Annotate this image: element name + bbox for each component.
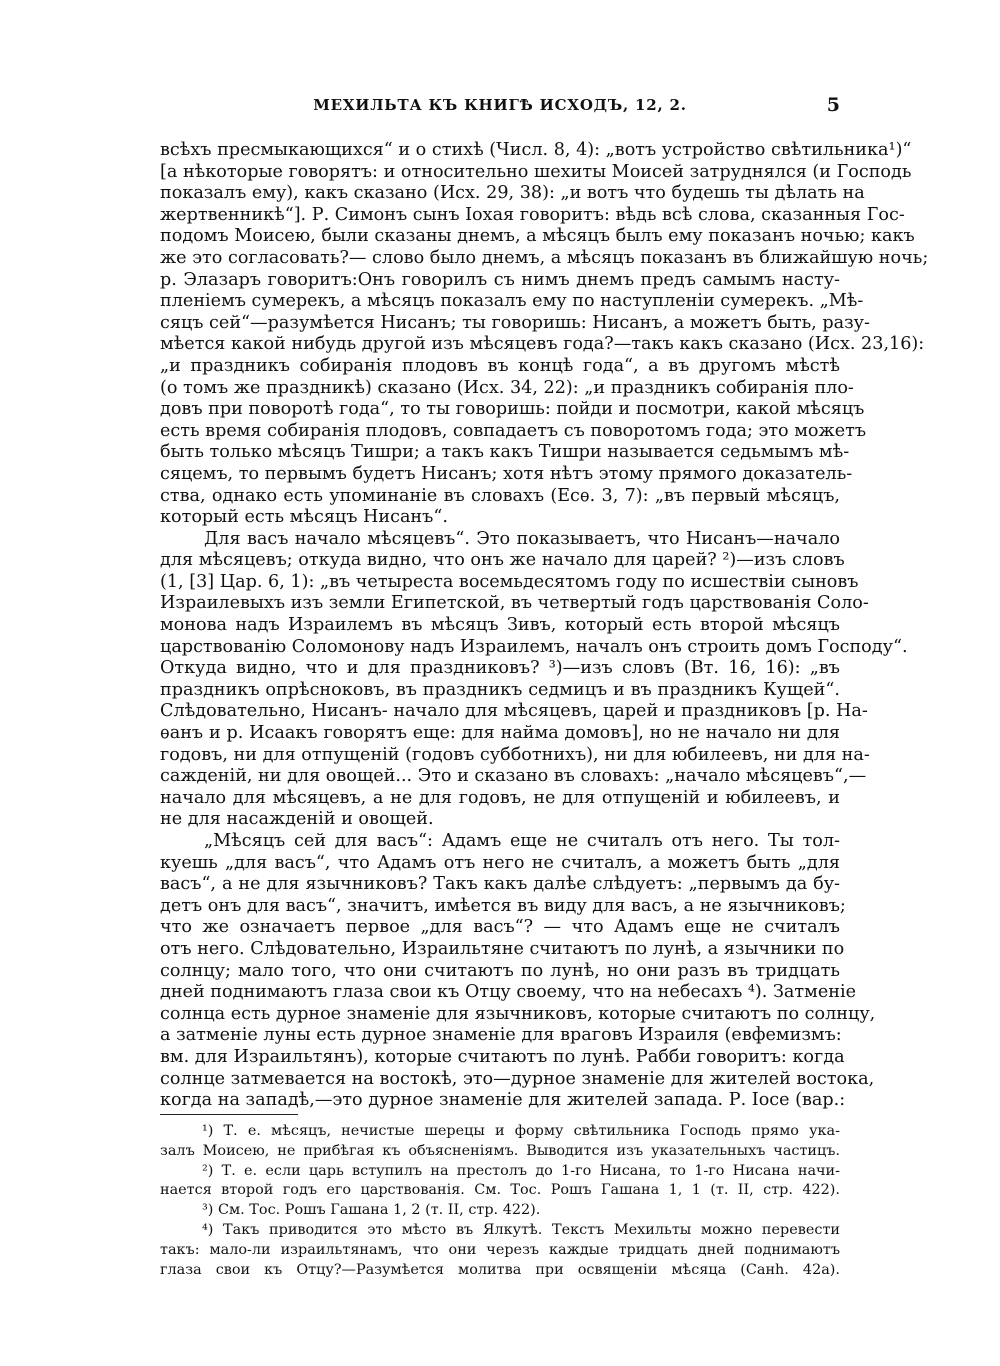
text-line: довъ при поворотѣ года“, то ты говоришь: пойди и посмотри, какой мѣсяцъ — [160, 399, 865, 420]
text-line: Откуда видно, что и для праздниковъ? ³)—изъ словъ (Вт. 16, 16): „въ — [160, 658, 840, 679]
page-header — [160, 96, 840, 120]
text-line: сажденій, ни для овощей... Это и сказано въ словахъ: „начало мѣсяцевъ“,— — [160, 766, 867, 787]
text-line: ства, однако есть упоминаніе въ словахъ (Есѳ. 3, 7): „въ первый мѣсяцъ, — [160, 485, 840, 506]
text-line: что же означаетъ первое „для васъ“? — что Адамъ еще не считалъ — [160, 917, 840, 938]
text-line: для мѣсяцевъ; откуда видно, что онъ же начало для царей? ²)—изъ словъ — [160, 550, 845, 571]
text-line: показалъ ему), какъ сказано (Исх. 29, 38): „и вотъ что будешь ты дѣлать на — [160, 183, 865, 204]
text-line: который есть мѣсяцъ Нисанъ“. — [160, 507, 448, 528]
footnote-line: ²) Т. е. если царь вступилъ на престолъ до 1-го Нисана, то 1-го Нисана начи- — [202, 1162, 840, 1179]
text-line: сяцемъ, то первымъ будетъ Нисанъ; хотя нѣтъ этому прямого доказатель- — [160, 463, 853, 484]
text-line: не для насажденій и овощей. — [160, 809, 434, 830]
text-line: годовъ, ни для отпущеній (годовъ субботнихъ), ни для юбилеевъ, ни для на- — [160, 744, 870, 765]
text-line: солнце затмевается на востокѣ, это—дурное знаменіе для жителей востока, — [160, 1068, 875, 1089]
text-line: васъ“, а не для язычниковъ? Такъ какъ далѣе слѣдуетъ: „первымъ да бу- — [160, 874, 840, 895]
text-line: вм. для Израильтянъ), которые считаютъ по лунѣ. Рабби говоритъ: когда — [160, 1046, 845, 1067]
footnote-line: глаза свои къ Отцу?—Разумѣется молитва при освященіи мѣсяца (Санh. 42а). — [160, 1261, 840, 1278]
text-line: есть время собиранія плодовъ, совпадаетъ съ поворотомъ года; это можетъ — [160, 420, 867, 441]
text-line: (1, [3] Цар. 6, 1): „въ четыреста восемьдесятомъ году по исшествіи сыновъ — [160, 571, 859, 592]
text-line: монова надъ Израилемъ въ мѣсяцъ Зивъ, который есть второй мѣсяцъ — [160, 615, 840, 636]
text-line: дней поднимаютъ глаза свои къ Отцу своему, что на небесахъ ⁴). Затменіе — [160, 982, 857, 1003]
text-line: сяцъ сей“—разумѣется Нисанъ; ты говоришь: Нисанъ, а можетъ быть, разу- — [160, 312, 870, 333]
text-line: солнца есть дурное знаменіе для язычниковъ, которые считаютъ по солнцу, — [160, 1003, 876, 1024]
text-line: отъ него. Слѣдовательно, Израильтяне считаютъ по лунѣ, а язычники по — [160, 938, 845, 959]
text-line: [а нѣкоторые говорятъ: и относительно шехиты Моисей затруднялся (и Господь — [160, 161, 912, 182]
text-line: подомъ Моисею, были сказаны днемъ, а мѣсяцъ былъ ему показанъ ночью; какъ — [160, 226, 915, 247]
text-line: быть только мѣсяцъ Тишри; а такъ какъ Тишри называется седьмымъ мѣ- — [160, 442, 850, 463]
text-line: жертвенникѣ“]. Р. Симонъ сынъ Іохая говоритъ: вѣдь всѣ слова, сказанныя Гос- — [160, 204, 905, 225]
paragraph-start-line: Для васъ начало мѣсяцевъ“. Это показываетъ, что Нисанъ—начало — [204, 528, 840, 549]
text-line: праздникъ опрѣсноковъ, въ праздникъ седмицъ и въ праздникъ Кущей“. — [160, 679, 840, 700]
footnote-line: залъ Моисею, не прибѣгая къ объясненіямъ. Выводится изъ указательныхъ частицъ. — [160, 1142, 840, 1159]
text-line: царствованію Соломонову надъ Израилемъ, началъ онъ строить домъ Господу“. — [160, 636, 908, 657]
text-line: начало для мѣсяцевъ, а не для годовъ, не для отпущеній и юбилеевъ, и — [160, 787, 840, 808]
text-line: (о томъ же праздникѣ) сказано (Исх. 34, 22): „и праздникъ собиранія пло- — [160, 377, 854, 398]
running-title: МЕХИЛЬТА КЪ КНИГѢ ИСХОДЪ, 12, 2. — [313, 96, 687, 114]
page-number: 5 — [826, 94, 840, 116]
paragraph-start-line: „Мѣсяцъ сей для васъ“: Адамъ еще не считалъ отъ него. Ты тол- — [204, 831, 840, 851]
footnote-line: нается второй годъ его царствованія. См. Тос. Рошъ Гашана 1, 1 (т. II, стр. 422). — [160, 1182, 840, 1199]
text-line: куешь „для васъ“, что Адамъ отъ него не считалъ, а можетъ быть „для — [160, 852, 840, 873]
footnotes — [160, 1122, 840, 1280]
text-line: р. Элазаръ говоритъ:Онъ говорилъ съ нимъ днемъ предъ самымъ насту- — [160, 269, 840, 290]
footnote-divider — [160, 1114, 298, 1115]
text-line: когда на западѣ,—это дурное знаменіе для жителей запада. Р. Іосе (вар.: — [160, 1090, 846, 1111]
text-line: пленіемъ сумерекъ, а мѣсяцъ показалъ ему по наступленіи сумерекъ. „Мѣ- — [160, 291, 864, 312]
footnote-line: ⁴) Такъ приводится это мѣсто въ Ялкутѣ. Текстъ Мехильты можно перевести — [202, 1221, 840, 1238]
footnote-line: ³) См. Тос. Рошъ Гашана 1, 2 (т. II, стр. 422). — [202, 1202, 541, 1219]
text-line: Израилевыхъ изъ земли Египетской, въ четвертый годъ царствованія Соло- — [160, 593, 869, 614]
text-line: детъ онъ для васъ“, значитъ, имѣется въ виду для васъ, а не язычниковъ; — [160, 895, 846, 916]
text-line: а затменіе луны есть дурное знаменіе для враговъ Израиля (евфемизмъ: — [160, 1025, 842, 1046]
text-line: Слѣдовательно, Нисанъ- начало для мѣсяцевъ, царей и праздниковъ [р. На- — [160, 701, 868, 722]
text-line: „и праздникъ собиранія плодовъ въ концѣ года“, а въ другомъ мѣстѣ — [160, 355, 840, 376]
main-text — [160, 140, 929, 1112]
footnote-line: такъ: мало-ли израильтянамъ, что они черезъ каждые тридцать дней поднимаютъ — [160, 1241, 840, 1258]
footnote-line: ¹) Т. е. мѣсяцъ, нечистые шерецы и форму свѣтильника Господь прямо ука- — [202, 1123, 840, 1139]
text-line: же это согласовать?— слово было днемъ, а мѣсяцъ показанъ въ ближайшую ночь; — [160, 247, 929, 268]
text-line: солнцу; мало того, что они считаютъ по лунѣ, но они разъ въ тридцать — [160, 960, 840, 981]
text-line: всѣхъ пресмыкающихся“ и о стихѣ (Числ. 8, 4): „вотъ устройство свѣтильника¹)“ — [160, 140, 912, 160]
text-line: мѣется какой нибудь другой изъ мѣсяцевъ года?—такъ какъ сказано (Исх. 23,16): — [160, 334, 925, 355]
text-line: ѳанъ и р. Исаакъ говорятъ еще: для найма домовъ], но не начало ни для — [160, 723, 840, 744]
